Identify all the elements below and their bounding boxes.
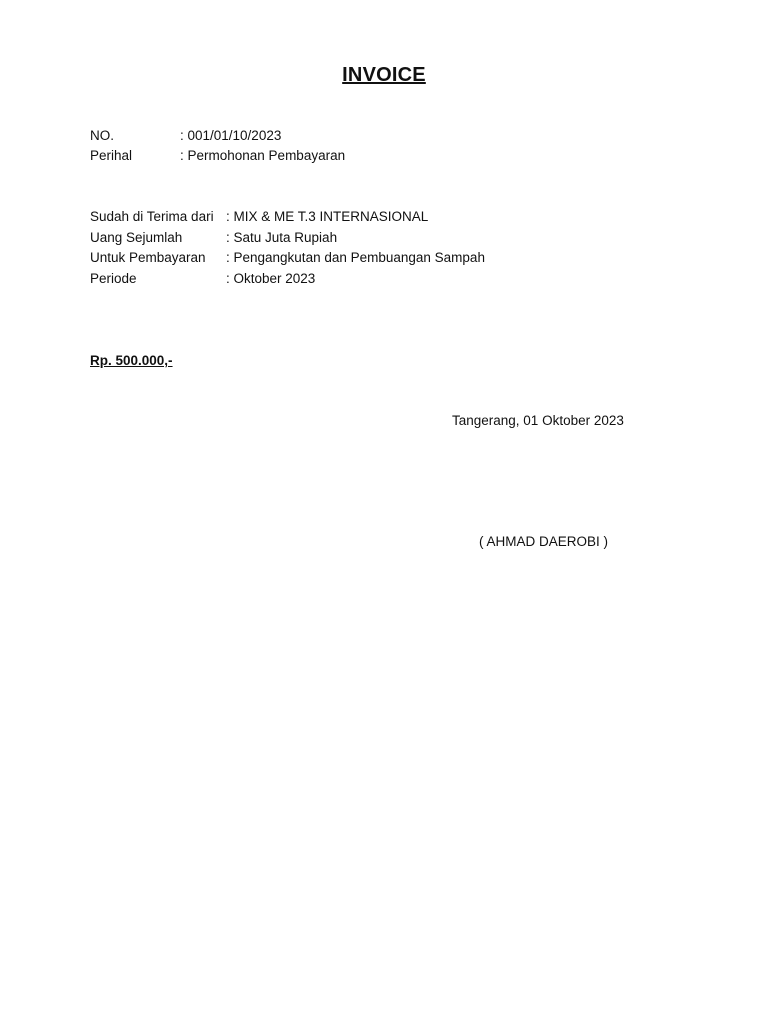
total-amount: Rp. 500.000,- bbox=[90, 353, 173, 368]
period-value: : Oktober 2023 bbox=[226, 271, 316, 286]
signer-name: ( AHMAD DAEROBI ) bbox=[479, 534, 609, 549]
invoice-number-label: NO. bbox=[90, 128, 115, 143]
amount-in-words-label: Uang Sejumlah bbox=[90, 230, 183, 245]
amount-in-words-value: : Satu Juta Rupiah bbox=[226, 230, 338, 245]
payment-for-label: Untuk Pembayaran bbox=[90, 250, 206, 265]
subject-value: : Permohonan Pembayaran bbox=[180, 148, 346, 163]
payment-for-value: : Pengangkutan dan Pembuangan Sampah bbox=[226, 250, 485, 265]
invoice-title: INVOICE bbox=[342, 64, 426, 86]
period-label: Periode bbox=[90, 271, 137, 286]
received-from-label: Sudah di Terima dari bbox=[90, 209, 214, 224]
invoice-number-value: : 001/01/10/2023 bbox=[180, 128, 282, 143]
subject-label: Perihal bbox=[90, 148, 133, 163]
place-date: Tangerang, 01 Oktober 2023 bbox=[452, 413, 624, 428]
received-from-value: : MIX & ME T.3 INTERNASIONAL bbox=[226, 209, 429, 224]
